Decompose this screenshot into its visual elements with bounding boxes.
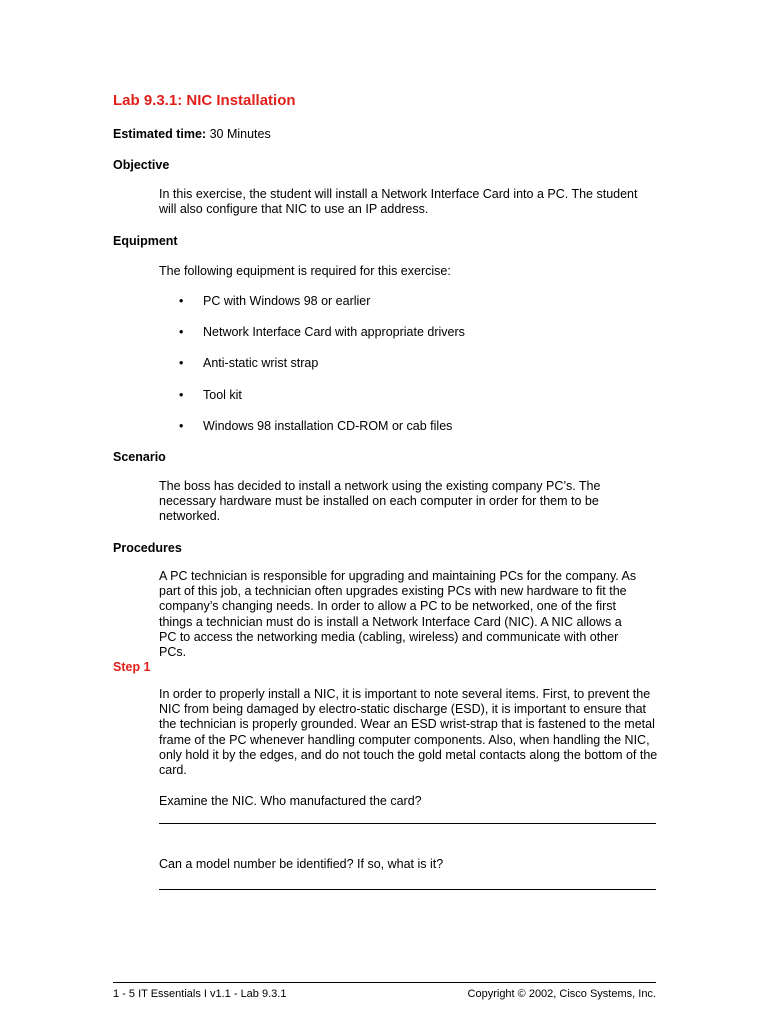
lab-title: Lab 9.3.1: NIC Installation <box>113 92 296 109</box>
bullet-icon: • <box>179 419 184 433</box>
scenario-text: The boss has decided to install a network using the existing company PC’s. The necessary hardware must be installed on each computer in order for them to be networked. <box>159 479 601 524</box>
answer-line-manufacturer[interactable] <box>159 823 656 824</box>
question-model-number: Can a model number be identified? If so, what is it? <box>159 857 444 871</box>
objective-heading: Objective <box>113 158 170 172</box>
step1-text: In order to properly install a NIC, it is important to note several items. First, to prevent the NIC from being damaged by electro-static discharge (ESD), it is important to ensure that the technician is properly grounded. Wear an ESD wrist-strap that is fastened to the metal frame of the PC whenever handling computer components. Also, when handling the NIC, only hold it by the edges, and do not touch the gold metal contacts along the bottom of the card. <box>159 687 658 778</box>
footer-divider <box>113 982 656 983</box>
footer-copyright: Copyright © 2002, Cisco Systems, Inc. <box>467 988 656 1000</box>
bullet-icon: • <box>179 325 184 339</box>
equipment-item-label: Network Interface Card with appropriate drivers <box>203 325 465 339</box>
scenario-heading: Scenario <box>113 450 166 464</box>
equipment-item-label: PC with Windows 98 or earlier <box>203 294 371 308</box>
equipment-intro: The following equipment is required for this exercise: <box>159 264 451 278</box>
procedures-heading: Procedures <box>113 541 182 555</box>
estimated-time <box>113 127 271 141</box>
bullet-icon: • <box>179 294 184 308</box>
objective-text: In this exercise, the student will install a Network Interface Card into a PC. The student will also configure that NIC to use an IP address. <box>159 187 638 217</box>
equipment-heading: Equipment <box>113 234 178 248</box>
procedures-text: A PC technician is responsible for upgrading and maintaining PCs for the company. As part of this job, a technician often upgrades existing PCs with new hardware to fit the company’s changing needs. In order to allow a PC to be networked, one of the first things a technician must do is install a Network Interface Card (NIC). A NIC allows a PC to access the networking media (cabling, wireless) and communicate with other PCs. <box>159 569 637 660</box>
estimated-time-value: 30 Minutes <box>206 127 271 141</box>
bullet-icon: • <box>179 356 184 370</box>
equipment-item-label: Tool kit <box>203 388 242 402</box>
answer-line-model-number[interactable] <box>159 889 656 890</box>
question-manufacturer: Examine the NIC. Who manufactured the card? <box>159 794 422 808</box>
footer-page-info: 1 - 5 IT Essentials I v1.1 - Lab 9.3.1 <box>113 988 287 1000</box>
bullet-icon: • <box>179 388 184 402</box>
equipment-item-label: Windows 98 installation CD-ROM or cab files <box>203 419 453 433</box>
equipment-item-label: Anti-static wrist strap <box>203 356 319 370</box>
step1-heading: Step 1 <box>113 660 151 674</box>
estimated-time-label: Estimated time: <box>113 127 207 141</box>
